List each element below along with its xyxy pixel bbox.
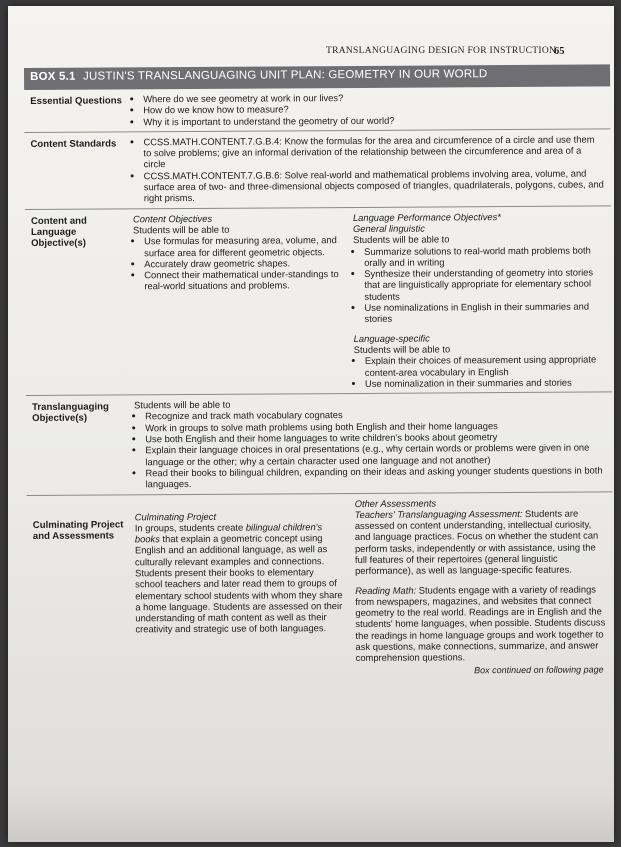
language-specific-heading: Language-specific xyxy=(353,332,430,344)
row-translanguaging xyxy=(26,393,613,496)
translanguaging-objective: • Explain their language choices in oral presentations (e.g., why certain words or problems were given in one language or the other; why a certain character used one language and not another) xyxy=(145,442,606,467)
row-label-culminating: Culminating Project and Assessments xyxy=(32,518,124,542)
content-objective: • Use formulas for measuring area, volume, and surface area for different geometric objects. xyxy=(144,234,341,258)
row-label-translanguaging: Translanguaging Objective(s) xyxy=(32,401,109,425)
continued-note: Box continued on following page xyxy=(474,664,604,675)
culminating-project-heading: Culminating Project xyxy=(134,510,217,522)
general-linguistic-intro: Students will be able to xyxy=(353,233,450,246)
running-head: TRANSLANGUAGING DESIGN FOR INSTRUCTION xyxy=(326,46,557,56)
general-objective: • Synthesize their understanding of geometry into stories that are linguistically appropriate for elementary school students xyxy=(364,267,605,302)
page-number: 65 xyxy=(554,46,565,57)
translanguaging-objective: • Recognize and track math vocabulary cognates xyxy=(145,408,606,422)
general-linguistic-heading: General linguistic xyxy=(352,222,425,234)
page-shadow xyxy=(8,786,614,842)
culminating-project-text: In groups, students create bilingual children's books that explain a geometric concept using English and an additional language, as well as culturally relevant examples and connections. Students present their books to elementary school teachers and later read them to groups of elementary school students with whom they share a home language. Students are assessed on their understanding of math content as well as their creativity and strategic use of both languages. xyxy=(134,520,343,635)
unit-plan-box xyxy=(24,64,614,683)
language-objectives-column xyxy=(353,210,606,389)
content-objective: • Connect their mathematical under-standings to real-world situations and problems. xyxy=(144,268,341,292)
content-objectives-heading: Content Objectives xyxy=(132,212,213,225)
row-content-standards xyxy=(24,129,610,209)
assessment-teachers: Teachers' Translanguaging Assessment: Students are assessed on content understanding, intellectual curiosity, and language practices. Focus on whether the student can perform tasks, independently or with assistance, using the full features of their repertoires (general linguistic performance), as well as language-specific features. xyxy=(354,507,599,577)
general-objective: • Summarize solutions to real-world math problems both orally and in writing xyxy=(364,244,605,268)
row-essential-questions xyxy=(24,86,610,132)
culminating-project-column xyxy=(135,498,344,665)
specific-objective: • Use nominalization in their summaries and stories xyxy=(365,376,606,389)
standard-item: • CCSS.MATH.CONTENT.7.G.B.6: Solve real-world and mathematical problems involving area, volume, and surface area of two- and three-dimensional objects composed of triangles, quadrilaterals, polygons, cubes, and right prisms. xyxy=(144,167,605,204)
translanguaging-objective: • Read their books to bilingual children, expanding on their ideas and asking younger students questions in both languages. xyxy=(145,464,606,489)
row-label-standards: Content Standards xyxy=(30,138,117,150)
row-label-essential: Essential Questions xyxy=(30,95,122,107)
row-objectives xyxy=(25,206,612,396)
general-objective: • Use nominalizations in English in their summaries and stories xyxy=(364,300,605,324)
translanguaging-objective: • Work in groups to solve math problems using both English and their home languages xyxy=(145,419,606,433)
standards-list xyxy=(132,133,604,204)
essential-question: • Why it is important to understand the geometry of our world? xyxy=(143,113,604,127)
language-objectives-heading: Language Performance Objectives* xyxy=(352,210,501,223)
row-culminating xyxy=(27,492,614,683)
content-objectives-column xyxy=(133,212,342,391)
translanguaging-intro: Students will be able to xyxy=(134,398,231,411)
row-label-objectives: Content and Language Objective(s) xyxy=(30,215,87,249)
specific-objective: • Explain their choices of measurement using appropriate content-area vocabulary in English xyxy=(365,354,606,378)
essential-question: • How do we know how to measure? xyxy=(143,102,604,116)
language-specific-intro: Students will be able to xyxy=(353,343,451,355)
other-assessments-column xyxy=(355,496,608,664)
content-objectives-intro: Students will be able to xyxy=(132,223,230,236)
standard-item: • CCSS.MATH.CONTENT.7.G.B.4: Know the formulas for the area and circumference of a circle and use them to solve problems; give an informal derivation of the relationship between the circumference and area of a circle xyxy=(143,133,604,170)
box-number: BOX 5.1 xyxy=(30,70,76,83)
essential-question: • Where do we see geometry at work in our lives? xyxy=(143,90,604,104)
translanguaging-objective: • Use both English and their home languages to write children's books about geometry xyxy=(145,430,606,444)
assessment-reading-math: Reading Math: Students engage with a variety of readings from newspapers, magazines, and websites that connect geometry to the real world. Readings are in English and the students' home languages, when possible. Students discuss the readings in home language groups and work together to ask questions, make connections, summarize, and answer comprehension questions. xyxy=(355,583,606,664)
box-title: JUSTIN'S TRANSLANGUAGING UNIT PLAN: GEOMETRY IN OUR WORLD xyxy=(82,68,488,83)
essential-question-list xyxy=(132,90,604,127)
other-assessments-heading: Other Assessments xyxy=(354,496,437,509)
book-page xyxy=(8,6,614,842)
content-objective: • Accurately draw geometric shapes. xyxy=(144,257,341,270)
